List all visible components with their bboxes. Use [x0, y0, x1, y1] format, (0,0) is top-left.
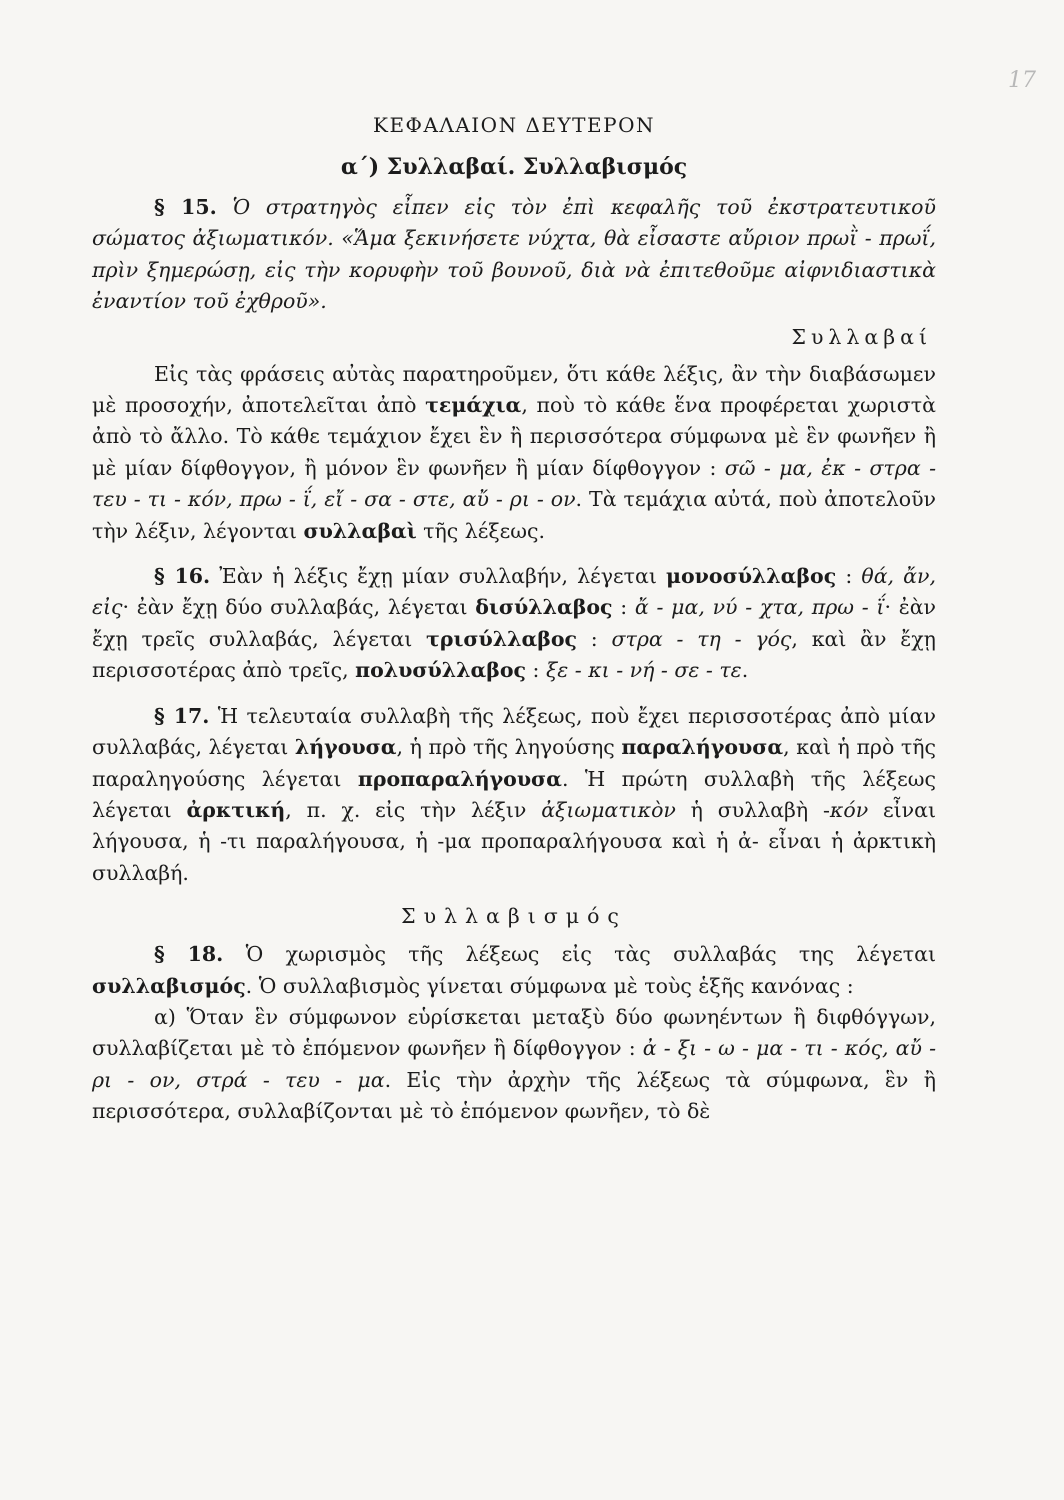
- subheading-syllabification: Συλλαβισμός: [401, 904, 627, 929]
- text-run: , καὶ ἡ πρὸ τῆς παραληγούσης λέγεται: [92, 735, 937, 791]
- text-run: . Τὰ τεμάχια αὐτά, ποὺ ἀποτελοῦν τὴν λέξιν, λέγονται: [92, 487, 936, 543]
- example-text: ξε - κι - νή - σε - τε: [545, 658, 742, 683]
- section-title: α΄) Συλλαβαί. Συλλαβισμός: [340, 154, 688, 180]
- text-run: :: [526, 658, 546, 683]
- text-run: Ὅταν ἓν σύμφωνον εὑρίσκεται μεταξὺ δύο φωνηέντων ἢ διφθόγγων, συλλαβίζεται μὲ τὸ ἑπόμενον φωνῆεν ἢ δίφθογγον :: [92, 1004, 936, 1061]
- example-text: στρα - τη - γός: [611, 626, 792, 651]
- paragraph-15: [92, 192, 936, 318]
- text-run: εἶναι λήγουσα, ἡ -τι παραλήγουσα, ἡ -μα προπαραλήγουσα καὶ ἡ ἀ- εἶναι ἡ ἀρκτικὴ συλλαβή.: [92, 797, 936, 885]
- page-content: [92, 110, 936, 1128]
- term-bold: πολυσύλλαβος: [355, 658, 527, 683]
- rule-a: [92, 1002, 936, 1128]
- text-run: Εἰς τὰς φράσεις αὐτὰς παρατηροῦμεν, ὅτι κάθε λέξις, ἂν τὴν διαβάσωμεν μὲ προσοχήν, ἀποτελεῖται ἀπὸ: [92, 361, 936, 418]
- text-run: , καὶ ἂν ἔχῃ περισσοτέρας ἀπὸ τρεῖς,: [92, 626, 936, 683]
- term-bold: μονοσύλλαβος: [666, 564, 837, 589]
- paragraph-17: [92, 701, 936, 889]
- text-run: Ὁ χωρισμὸς τῆς λέξεως εἰς τὰς συλλαβάς της λέγεται: [245, 942, 936, 967]
- text-run: .: [741, 658, 749, 683]
- text-run: . Εἰς τὴν ἀρχὴν τῆς λέξεως τὰ σύμφωνα, ἓν ἢ περισσότερα, συλλαβίζονται μὲ τὸ ἑπόμενον φωνῆεν, τὸ δὲ: [92, 1067, 936, 1124]
- text-run: τῆς λέξεως.: [416, 518, 546, 543]
- term-bold: συλλαβαὶ: [303, 518, 417, 543]
- text-run: · ἐὰν ἔχῃ δύο συλλαβάς, λέγεται: [122, 595, 476, 620]
- chapter-title: ΚΕΦΑΛΑΙΟΝ ΔΕΥΤΕΡΟΝ: [373, 113, 655, 137]
- paragraph-16: [92, 561, 936, 687]
- text-run: Ἡ τελευταία συλλαβὴ τῆς λέξεως, ποὺ ἔχει περισσοτέρας ἀπὸ μίαν συλλαβάς, λέγεται: [92, 703, 936, 760]
- paragraph-18: [92, 939, 936, 1002]
- example-text: ἀξιωματικὸν: [541, 797, 676, 822]
- text-run: . Ἡ πρώτη συλλαβὴ τῆς λέξεως λέγεται: [92, 766, 936, 822]
- text-run: :: [577, 626, 612, 651]
- paragraph-syllables: [92, 359, 936, 547]
- section-mark: § 15.: [154, 195, 217, 219]
- text-run: , π. χ. εἰς τὴν λέξιν: [285, 797, 542, 822]
- example-text: Ὁ στρατηγὸς εἶπεν εἰς τὸν ἐπὶ κεφαλῆς τοῦ ἐκστρατευτικοῦ σώματος ἀξιωματικόν. «Ἅμα ξεκινήσετε νύχτα, θὰ εἶσαστε αὔριον πρωῒ - πρωΐ, πρὶν ξημερώσῃ, εἰς τὴν κορυφὴν τοῦ βουνοῦ, διὰ νὰ ἐπιτεθοῦμε αἰφνιδιαστικὰ ἐναντίον τοῦ ἐχθροῦ».: [92, 195, 936, 314]
- text-run: , ποὺ τὸ κάθε ἕνα προφέρεται χωριστὰ ἀπὸ τὸ ἄλλο. Τὸ κάθε τεμάχιον ἔχει ἓν ἢ περισσότερα σύμφωνα μὲ ἓν φωνῆεν ἢ μὲ μίαν δίφθογγον, ἢ μόνον ἓν φωνῆεν ἢ μίαν δίφθογγον :: [92, 393, 936, 480]
- example-text: ἀ - ξι - ω - μα - τι - κός, αὔ - ρι - ον, στρά - τευ - μα: [92, 1036, 936, 1092]
- text-run: :: [612, 595, 635, 620]
- text-run: · ἐὰν ἔχῃ τρεῖς συλλαβάς, λέγεται: [92, 595, 936, 651]
- text-run: ἡ συλλαβὴ -: [675, 797, 830, 822]
- term-bold: τεμάχια: [425, 393, 522, 418]
- term-bold: ἀρκτική: [186, 797, 286, 822]
- page-number: 17: [1008, 68, 1036, 93]
- term-bold: προπαραλήγουσα: [357, 766, 562, 791]
- section-mark: § 17.: [154, 703, 210, 728]
- example-text: ἄ - μα, νύ - χτα, πρω - ΐ: [634, 595, 885, 620]
- section-mark: § 16.: [154, 564, 211, 589]
- term-bold: παραλήγουσα: [621, 735, 784, 760]
- text-run: :: [836, 564, 862, 589]
- text-run: Ἐὰν ἡ λέξις ἔχῃ μίαν συλλαβήν, λέγεται: [219, 564, 666, 589]
- section-mark: § 18.: [154, 942, 224, 967]
- term-bold: λήγουσα: [294, 735, 397, 760]
- example-text: κόν: [829, 797, 869, 822]
- term-bold: τρισύλλαβος: [426, 626, 578, 651]
- example-text: θά, ἄν, εἰς: [92, 564, 936, 620]
- term-bold: συλλαβισμός: [92, 973, 246, 998]
- subheading-syllables: Συλλαβαί: [791, 324, 932, 349]
- text-run: , ἡ πρὸ τῆς ληγούσης: [396, 735, 622, 760]
- example-text: σῶ - μα, ἐκ - στρα - τευ - τι - κόν, πρω - ΐ, εἴ - σα - στε, αὔ - ρι - ον: [92, 455, 936, 512]
- text-run: . Ὁ συλλαβισμὸς γίνεται σύμφωνα μὲ τοὺς ἑξῆς κανόνας :: [245, 973, 854, 998]
- rule-label: α): [154, 1004, 176, 1029]
- term-bold: δισύλλαβος: [475, 595, 613, 620]
